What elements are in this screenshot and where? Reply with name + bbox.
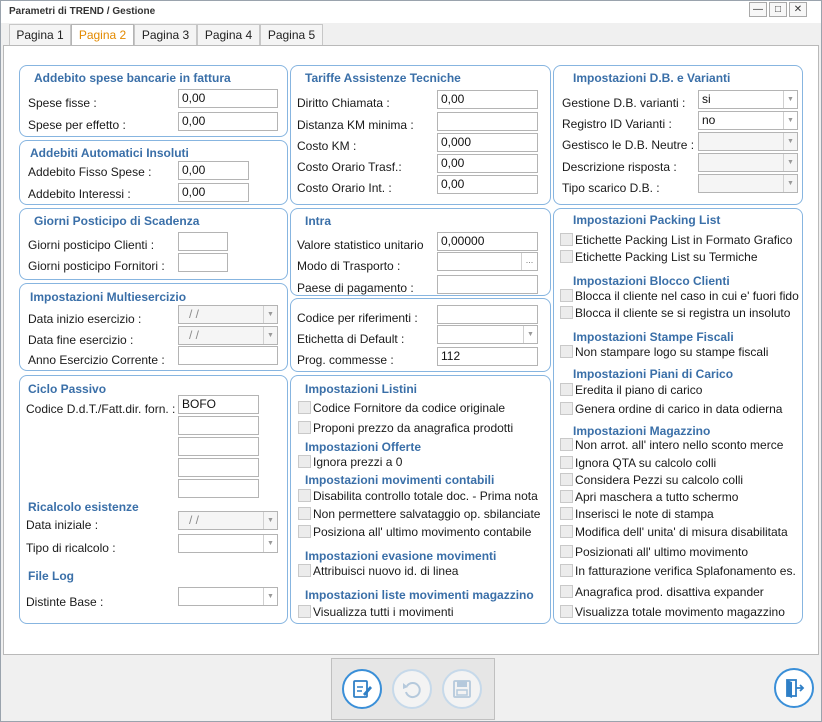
panel-impostazioni-varie: [553, 208, 803, 624]
chevron-down-icon[interactable]: ▼: [263, 535, 277, 552]
chevron-down-icon[interactable]: ▼: [783, 133, 797, 150]
distanza-km-label: Distanza KM minima :: [297, 118, 414, 132]
checkbox-box[interactable]: [560, 306, 573, 319]
contabili-title: Impostazioni movimenti contabili: [305, 473, 495, 487]
tipo-scarico-select[interactable]: [698, 174, 798, 193]
costo-int-input[interactable]: 0,00: [437, 175, 538, 194]
checkbox-label: Visualizza totale movimento magazzino: [575, 605, 785, 619]
panel-listini: [290, 375, 551, 624]
data-iniziale-value: / /: [189, 513, 200, 527]
prog-commesse-input[interactable]: 112: [437, 347, 538, 366]
edit-document-icon: [351, 678, 373, 700]
tab-pagina-2[interactable]: Pagina 2: [71, 24, 134, 47]
checkbox-box[interactable]: [298, 401, 311, 414]
checkbox-label: Ignora prezzi a 0: [313, 455, 403, 469]
checkbox-label: Attribuisci nuovo id. di linea: [313, 564, 459, 578]
panel-addebito-bancarie: [19, 65, 288, 137]
gestisco-db-label: Gestisco le D.B. Neutre :: [562, 138, 695, 152]
spese-effetto-input[interactable]: 0,00: [178, 112, 278, 131]
section-title: Giorni Posticipo di Scadenza: [34, 214, 200, 228]
checkbox-posiziona-contabile[interactable]: [298, 525, 531, 539]
save-icon: [451, 678, 473, 700]
checkbox-non-stampare-logo[interactable]: [560, 345, 768, 359]
close-button[interactable]: ✕: [789, 2, 807, 17]
checkbox-box[interactable]: [298, 489, 311, 502]
section-title: Intra: [305, 214, 332, 228]
checkbox-box[interactable]: [560, 233, 573, 246]
stampe-title: Impostazioni Stampe Fiscali: [573, 330, 734, 344]
title-bar: [1, 1, 821, 23]
checkbox-ignora-prezzi[interactable]: [298, 455, 402, 469]
descrizione-risposta-select[interactable]: [698, 153, 798, 172]
chevron-down-icon[interactable]: ▼: [263, 306, 277, 323]
spese-fisse-label: Spese fisse :: [28, 96, 97, 110]
checkbox-blocca-insoluto[interactable]: [560, 306, 790, 320]
checkbox-label: Ignora QTA su calcolo colli: [575, 456, 717, 470]
checkbox-note-stampa[interactable]: [560, 507, 714, 521]
checkbox-non-arrot[interactable]: [560, 438, 783, 452]
distinte-base-select[interactable]: [178, 587, 278, 606]
checkbox-totale-movimento[interactable]: [560, 605, 785, 619]
checkbox-box[interactable]: [560, 438, 573, 451]
checkbox-splafonamento[interactable]: [560, 564, 796, 578]
checkbox-box[interactable]: [560, 402, 573, 415]
addebito-fisso-input[interactable]: 0,00: [178, 161, 249, 180]
registro-id-label: Registro ID Varianti :: [562, 117, 672, 131]
diritto-chiamata-label: Diritto Chiamata :: [297, 96, 390, 110]
blocco-title: Impostazioni Blocco Clienti: [573, 274, 730, 288]
undo-icon: [401, 678, 423, 700]
piani-title: Impostazioni Piani di Carico: [573, 367, 734, 381]
gestisco-db-select[interactable]: [698, 132, 798, 151]
checkbox-label: Considera Pezzi su calcolo colli: [575, 473, 744, 487]
data-iniziale-input[interactable]: [178, 511, 278, 530]
checkbox-label: Blocca il cliente nel caso in cui e' fuori fido: [575, 289, 799, 303]
diritto-chiamata-input[interactable]: 0,00: [437, 90, 538, 109]
checkbox-label: Eredita il piano di carico: [575, 383, 703, 397]
checkbox-packing-grafico[interactable]: [560, 233, 792, 247]
exit-icon: [783, 677, 805, 699]
checkbox-label: Anagrafica prod. disattiva expander: [575, 585, 764, 599]
checkbox-disattiva-expander[interactable]: [560, 585, 764, 599]
checkbox-box[interactable]: [298, 455, 311, 468]
panel-ciclo-passivo: [19, 375, 288, 624]
checkbox-label: Codice Fornitore da codice originale: [313, 401, 506, 415]
checkbox-label: Non arrot. all' intero nello sconto merce: [575, 438, 784, 452]
checkbox-label: Proponi prezzo da anagrafica prodotti: [313, 421, 514, 435]
tab-pagina-4[interactable]: Pagina 4: [197, 24, 260, 46]
checkbox-box[interactable]: [298, 564, 311, 577]
data-iniziale-label: Data iniziale :: [26, 518, 99, 532]
checkbox-box[interactable]: [560, 507, 573, 520]
tipo-ricalcolo-label: Tipo di ricalcolo :: [26, 541, 116, 555]
tab-pagina-3[interactable]: Pagina 3: [134, 24, 197, 46]
codice-riferimenti-input[interactable]: [437, 305, 538, 324]
minimize-button[interactable]: —: [749, 2, 767, 17]
addebito-fisso-label: Addebito Fisso Spese :: [28, 165, 152, 179]
checkbox-considera-pezzi[interactable]: [560, 473, 743, 487]
data-fine-value: / /: [189, 328, 200, 342]
chevron-down-icon[interactable]: ▼: [263, 588, 277, 605]
addebito-interessi-label: Addebito Interessi :: [28, 187, 131, 201]
section-title: Impostazioni Listini: [305, 382, 418, 396]
anno-corrente-input[interactable]: [178, 346, 278, 365]
chevron-down-icon[interactable]: ▼: [783, 175, 797, 192]
checkbox-packing-termiche[interactable]: [560, 250, 758, 264]
checkbox-box[interactable]: [560, 383, 573, 396]
packing-title: Impostazioni Packing List: [573, 213, 721, 227]
edit-button[interactable]: [342, 669, 382, 709]
checkbox-box[interactable]: [560, 473, 573, 486]
checkbox-unita-misura[interactable]: [560, 525, 788, 539]
browse-button[interactable]: ...: [521, 253, 537, 270]
checkbox-label: Etichette Packing List in Formato Grafico: [575, 233, 793, 247]
chevron-down-icon[interactable]: ▼: [783, 154, 797, 171]
chevron-down-icon[interactable]: ▼: [263, 327, 277, 344]
spese-effetto-label: Spese per effetto :: [28, 118, 126, 132]
checkbox-box[interactable]: [560, 289, 573, 302]
checkbox-label: Etichette Packing List su Termiche: [575, 250, 758, 264]
checkbox-blocca-fuori-fido[interactable]: [560, 289, 799, 303]
panel-tariffe-assistenze: [290, 65, 551, 205]
codice-ddt-input-3[interactable]: [178, 437, 259, 456]
panel-intra: [290, 208, 551, 296]
offerte-title: Impostazioni Offerte: [305, 440, 422, 454]
codice-ddt-input-1[interactable]: BOFO: [178, 395, 259, 414]
posticipo-fornitori-label: Giorni posticipo Fornitori :: [28, 259, 165, 273]
data-inizio-input[interactable]: [178, 305, 278, 324]
checkbox-box[interactable]: [560, 564, 573, 577]
checkbox-label: Apri maschera a tutto schermo: [575, 490, 739, 504]
bottom-toolbar: [331, 658, 495, 720]
addebito-interessi-input[interactable]: 0,00: [178, 183, 249, 202]
checkbox-label: Non stampare logo su stampe fiscali: [575, 345, 769, 359]
descrizione-risposta-label: Descrizione risposta :: [562, 160, 677, 174]
codice-ddt-input-2[interactable]: [178, 416, 259, 435]
magazzino-title: Impostazioni Magazzino: [573, 424, 711, 438]
tipo-ricalcolo-select[interactable]: [178, 534, 278, 553]
checkbox-box[interactable]: [560, 585, 573, 598]
costo-km-label: Costo KM :: [297, 139, 357, 153]
window-title: Parametri di TREND / Gestione: [9, 6, 156, 17]
checkbox-label: Inserisci le note di stampa: [575, 507, 714, 521]
panel-multiesercizio: [19, 283, 288, 371]
section-title: Addebiti Automatici Insoluti: [30, 146, 189, 160]
posticipo-clienti-label: Giorni posticipo Clienti :: [28, 238, 155, 252]
panel-db-varianti: [553, 65, 803, 205]
checkbox-box[interactable]: [560, 525, 573, 538]
checkbox-label: Non permettere salvataggio op. sbilanciate: [313, 507, 541, 521]
modo-trasporto-input[interactable]: [437, 252, 538, 271]
valore-statistico-input[interactable]: 0,00000: [437, 232, 538, 251]
checkbox-box[interactable]: [560, 345, 573, 358]
gestione-db-label: Gestione D.B. varianti :: [562, 96, 686, 110]
chevron-down-icon[interactable]: ▼: [263, 512, 277, 529]
panel-riferimenti: [290, 298, 551, 372]
tipo-scarico-label: Tipo scarico D.B. :: [562, 181, 660, 195]
checkbox-box[interactable]: [298, 525, 311, 538]
posticipo-fornitori-input[interactable]: [178, 253, 228, 272]
checkbox-box[interactable]: [560, 250, 573, 263]
checkbox-box[interactable]: [560, 456, 573, 469]
data-inizio-label: Data inizio esercizio :: [28, 312, 142, 326]
checkbox-label: Posiziona all' ultimo movimento contabile: [313, 525, 532, 539]
evasione-title: Impostazioni evasione movimenti: [305, 549, 497, 563]
codice-ddt-input-4[interactable]: [178, 458, 259, 477]
section-title: Tariffe Assistenze Tecniche: [305, 71, 461, 85]
checkbox-box[interactable]: [298, 421, 311, 434]
checkbox-label: Visualizza tutti i movimenti: [313, 605, 454, 619]
checkbox-proponi-prezzo[interactable]: [298, 421, 513, 435]
registro-id-value: no: [702, 113, 716, 127]
checkbox-ignora-qta[interactable]: [560, 456, 716, 470]
checkbox-nuovo-id-linea[interactable]: [298, 564, 458, 578]
save-button[interactable]: [442, 669, 482, 709]
distinte-base-label: Distinte Base :: [26, 595, 104, 609]
codice-ddt-label: Codice D.d.T./Fatt.dir. forn. :: [26, 402, 176, 416]
costo-km-input[interactable]: 0,000: [437, 133, 538, 152]
costo-trasf-label: Costo Orario Trasf.:: [297, 160, 402, 174]
costo-trasf-input[interactable]: 0,00: [437, 154, 538, 173]
paese-pagamento-input[interactable]: [437, 275, 538, 294]
ricalcolo-title: Ricalcolo esistenze: [28, 500, 139, 514]
liste-title: Impostazioni liste movimenti magazzino: [305, 588, 534, 602]
data-fine-label: Data fine esercizio :: [28, 333, 134, 347]
valore-statistico-label: Valore statistico unitario: [297, 238, 424, 252]
checkbox-box[interactable]: [560, 605, 573, 618]
checkbox-label: In fatturazione verifica Splafonamento es.: [575, 564, 796, 578]
prog-commesse-label: Prog. commesse :: [297, 353, 394, 367]
checkbox-label: Genera ordine di carico in data odierna: [575, 402, 783, 416]
checkbox-disabilita-controllo[interactable]: [298, 489, 538, 503]
chevron-down-icon[interactable]: ▼: [783, 112, 797, 129]
posticipo-clienti-input[interactable]: [178, 232, 228, 251]
checkbox-box[interactable]: [298, 605, 311, 618]
checkbox-genera-ordine[interactable]: [560, 402, 782, 416]
checkbox-label: Blocca il cliente se si registra un insoluto: [575, 306, 791, 320]
data-fine-input[interactable]: [178, 326, 278, 345]
gestione-db-value: si: [702, 92, 711, 106]
checkbox-box[interactable]: [560, 490, 573, 503]
maximize-button[interactable]: □: [769, 2, 787, 17]
checkbox-salvataggio-sbilanciate[interactable]: [298, 507, 540, 521]
spese-fisse-input[interactable]: 0,00: [178, 89, 278, 108]
costo-int-label: Costo Orario Int. :: [297, 181, 392, 195]
codice-riferimenti-label: Codice per riferimenti :: [297, 311, 418, 325]
etichetta-default-select[interactable]: [437, 325, 538, 344]
checkbox-tutto-schermo[interactable]: [560, 490, 738, 504]
chevron-down-icon[interactable]: ▼: [783, 91, 797, 108]
etichetta-default-label: Etichetta di Default :: [297, 332, 405, 346]
gestione-db-select[interactable]: [698, 90, 798, 109]
anno-corrente-label: Anno Esercizio Corrente :: [28, 353, 165, 367]
panel-giorni-posticipo: [19, 208, 288, 280]
chevron-down-icon[interactable]: ▼: [523, 326, 537, 343]
undo-button[interactable]: [392, 669, 432, 709]
checkbox-label: Modifica dell' unita' di misura disabilitata: [575, 525, 788, 539]
exit-button[interactable]: [774, 668, 814, 708]
section-title: Impostazioni D.B. e Varianti: [573, 71, 731, 85]
checkbox-label: Disabilita controllo totale doc. - Prima nota: [313, 489, 538, 503]
checkbox-eredita-piano[interactable]: [560, 383, 702, 397]
data-inizio-value: / /: [189, 307, 200, 321]
checkbox-label: Posizionati all' ultimo movimento: [575, 545, 749, 559]
codice-ddt-input-5[interactable]: [178, 479, 259, 498]
registro-id-select[interactable]: [698, 111, 798, 130]
distanza-km-input[interactable]: [437, 112, 538, 131]
section-title: Ciclo Passivo: [28, 382, 107, 396]
filelog-title: File Log: [28, 569, 74, 583]
checkbox-codice-fornitore[interactable]: [298, 401, 505, 415]
panel-addebiti-insoluti: [19, 140, 288, 205]
paese-pagamento-label: Paese di pagamento :: [297, 281, 414, 295]
checkbox-posizionati-movimento[interactable]: [560, 545, 748, 559]
tab-pagina-5[interactable]: Pagina 5: [260, 24, 323, 46]
section-title: Addebito spese bancarie in fattura: [34, 71, 231, 85]
checkbox-visualizza-movimenti[interactable]: [298, 605, 454, 619]
modo-trasporto-label: Modo di Trasporto :: [297, 259, 401, 273]
checkbox-box[interactable]: [298, 507, 311, 520]
section-title: Impostazioni Multiesercizio: [30, 290, 187, 304]
checkbox-box[interactable]: [560, 545, 573, 558]
tab-pagina-1[interactable]: Pagina 1: [9, 24, 71, 46]
